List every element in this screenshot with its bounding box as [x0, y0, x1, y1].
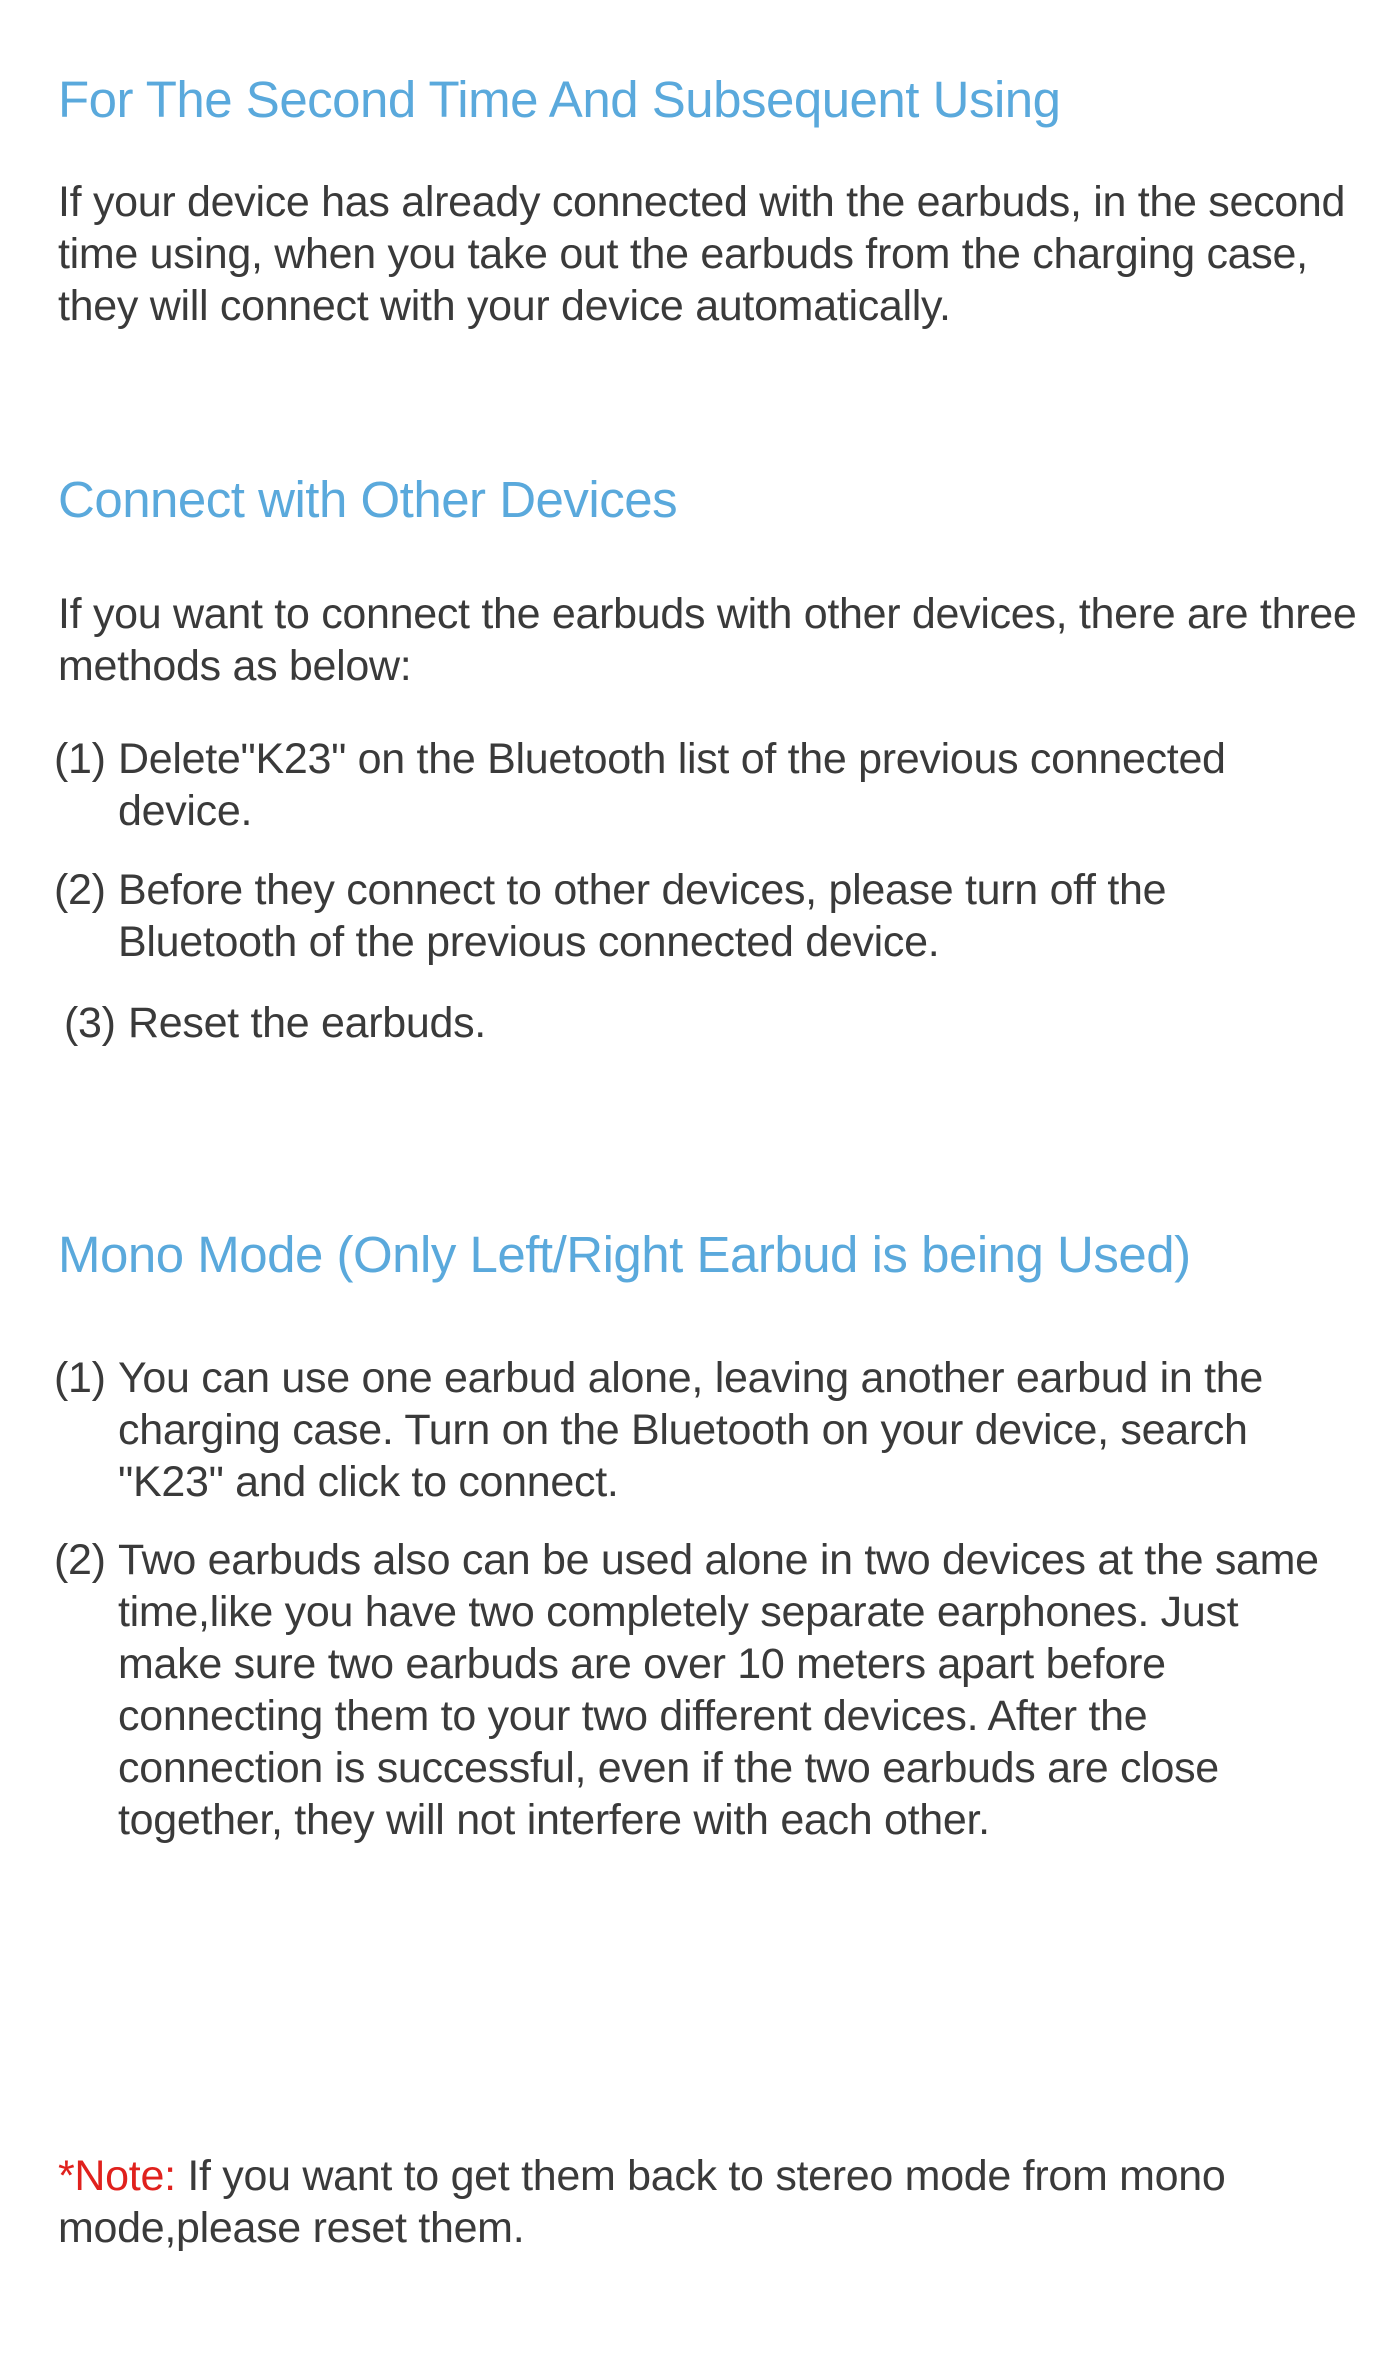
note-label: *Note:: [58, 2152, 176, 2200]
list-item-text: You can use one earbud alone, leaving another earbud in the charging case. Turn on the Bluetooth on your device, search "K23" and click to connect.: [118, 1354, 1264, 1506]
note-text: If you want to get them back to stereo mode from mono mode,please reset them.: [58, 2152, 1226, 2252]
paragraph-auto-connect: If your device has already connected with the earbuds, in the second time using, when you take out the earbuds from the charging case, they will connect with your device automatically.: [58, 178, 1346, 330]
list-item-text: Before they connect to other devices, please turn off the Bluetooth of the previous connected device.: [118, 866, 1167, 966]
heading-second-time-use: For The Second Time And Subsequent Using: [58, 71, 1061, 128]
list-item: [54, 864, 1354, 968]
note-paragraph: [58, 2150, 1358, 2254]
heading-mono-mode: Mono Mode (Only Left/Right Earbud is being Used): [58, 1226, 1191, 1283]
list-item: [54, 733, 1354, 837]
list-item-text: Delete"K23" on the Bluetooth list of the previous connected device.: [118, 735, 1226, 835]
list-item-number: (3): [64, 999, 116, 1047]
paragraph-connect-intro: If you want to connect the earbuds with other devices, there are three methods as below:: [58, 590, 1357, 690]
heading-connect-other-devices: Connect with Other Devices: [58, 471, 678, 528]
list-item-number: (1): [54, 735, 106, 783]
list-item-number: (2): [54, 1536, 106, 1584]
list-item-number: (2): [54, 866, 106, 914]
list-item-number: (1): [54, 1354, 106, 1402]
list-item: [54, 1534, 1354, 1846]
list-item: [64, 997, 1364, 1049]
list-item-text: Reset the earbuds.: [128, 999, 486, 1047]
list-item: [54, 1352, 1354, 1508]
list-item-text: Two earbuds also can be used alone in two devices at the same time,like you have two completely separate earphones. Just make sure two earbuds are over 10 meters apart before connecting them to your two different devices. After the connection is successful, even if the two earbuds are close together, they will not interfere with each other.: [118, 1536, 1319, 1844]
